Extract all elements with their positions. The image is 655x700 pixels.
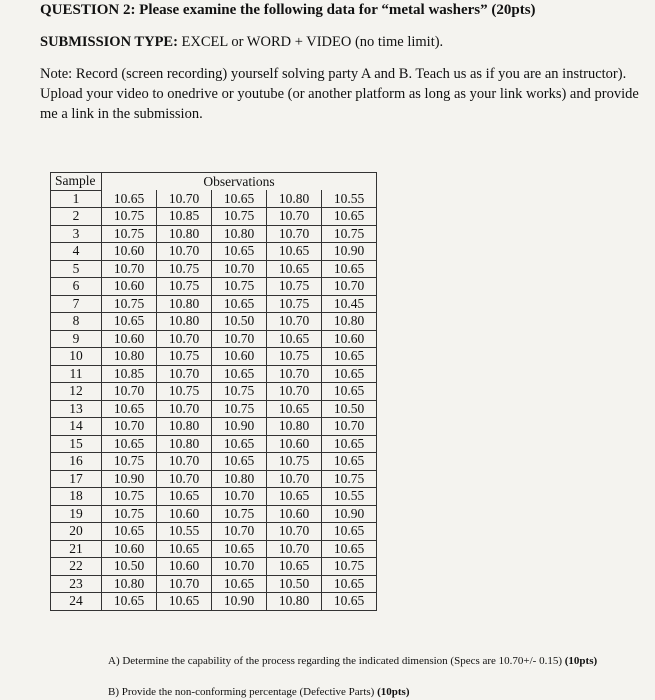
observation-cell: 10.80: [157, 295, 212, 313]
sample-number-cell: 18: [51, 488, 102, 506]
observation-cell: 10.65: [322, 593, 377, 611]
observation-cell: 10.65: [212, 190, 267, 208]
table-row: [51, 418, 377, 436]
observation-cell: 10.50: [102, 558, 157, 576]
table-row: [51, 435, 377, 453]
observation-cell: 10.75: [322, 225, 377, 243]
observation-cell: 10.65: [102, 435, 157, 453]
observation-cell: 10.65: [212, 243, 267, 261]
observation-cell: 10.65: [102, 400, 157, 418]
table-row: [51, 225, 377, 243]
observation-cell: 10.65: [157, 593, 212, 611]
sample-number-cell: 6: [51, 278, 102, 296]
observation-cell: 10.75: [212, 208, 267, 226]
table-row: [51, 540, 377, 558]
observation-cell: 10.70: [157, 470, 212, 488]
sample-number-cell: 21: [51, 540, 102, 558]
observation-cell: 10.65: [212, 540, 267, 558]
sample-number-cell: 15: [51, 435, 102, 453]
observation-cell: 10.70: [212, 488, 267, 506]
sample-number-cell: 4: [51, 243, 102, 261]
sample-number-cell: 22: [51, 558, 102, 576]
observation-cell: 10.65: [102, 190, 157, 208]
observation-cell: 10.75: [267, 453, 322, 471]
sample-number-cell: 19: [51, 505, 102, 523]
observation-cell: 10.70: [267, 208, 322, 226]
observation-cell: 10.75: [267, 295, 322, 313]
sample-number-cell: 3: [51, 225, 102, 243]
observation-cell: 10.80: [212, 470, 267, 488]
observation-cell: 10.60: [102, 278, 157, 296]
observation-cell: 10.90: [322, 243, 377, 261]
observation-cell: 10.65: [212, 365, 267, 383]
observation-cell: 10.65: [212, 575, 267, 593]
observation-cell: 10.80: [157, 418, 212, 436]
observation-cell: 10.60: [157, 505, 212, 523]
table-row: [51, 593, 377, 611]
sample-number-cell: 13: [51, 400, 102, 418]
submission-type: [40, 34, 443, 51]
sample-number-cell: 20: [51, 523, 102, 541]
observation-cell: 10.80: [267, 190, 322, 208]
observation-cell: 10.80: [212, 225, 267, 243]
sample-number-cell: 9: [51, 330, 102, 348]
observation-cell: 10.75: [157, 278, 212, 296]
sample-number-cell: 5: [51, 260, 102, 278]
observation-cell: 10.45: [322, 295, 377, 313]
table-row: [51, 295, 377, 313]
table-row: [51, 243, 377, 261]
observation-cell: 10.55: [322, 190, 377, 208]
observation-cell: 10.80: [267, 418, 322, 436]
sample-number-cell: 17: [51, 470, 102, 488]
observations-header: Observations: [102, 173, 377, 191]
observation-cell: 10.65: [322, 540, 377, 558]
observation-cell: 10.75: [212, 383, 267, 401]
table-row: [51, 470, 377, 488]
observation-cell: 10.65: [267, 330, 322, 348]
sample-number-cell: 7: [51, 295, 102, 313]
observation-cell: 10.65: [102, 313, 157, 331]
observation-cell: 10.65: [267, 558, 322, 576]
observation-cell: 10.65: [212, 435, 267, 453]
table-row: [51, 558, 377, 576]
observation-cell: 10.60: [322, 330, 377, 348]
observation-cell: 10.75: [102, 225, 157, 243]
observation-cell: 10.50: [322, 400, 377, 418]
observation-cell: 10.70: [322, 418, 377, 436]
sample-number-cell: 14: [51, 418, 102, 436]
note-paragraph: [40, 64, 640, 124]
observation-cell: 10.70: [267, 540, 322, 558]
observation-cell: 10.70: [267, 225, 322, 243]
observation-cell: 10.70: [157, 575, 212, 593]
table-row: [51, 488, 377, 506]
observation-cell: 10.65: [267, 260, 322, 278]
observation-cell: 10.70: [157, 453, 212, 471]
submission-value: EXCEL or WORD + VIDEO (no time limit).: [181, 34, 444, 50]
observation-cell: 10.70: [157, 190, 212, 208]
question-a-text: A) Determine the capability of the process regarding the indicated dimension (Specs are 10.70+/- 0.15): [108, 655, 563, 667]
observation-cell: 10.75: [267, 348, 322, 366]
observation-cell: 10.60: [267, 505, 322, 523]
observation-cell: 10.70: [212, 260, 267, 278]
observation-cell: 10.80: [267, 593, 322, 611]
table-row: [51, 278, 377, 296]
observation-cell: 10.90: [212, 593, 267, 611]
table-row: [51, 400, 377, 418]
submission-label: SUBMISSION TYPE:: [40, 34, 178, 50]
sample-number-cell: 8: [51, 313, 102, 331]
observation-cell: 10.50: [212, 313, 267, 331]
observation-cell: 10.65: [322, 523, 377, 541]
observation-cell: 10.90: [102, 470, 157, 488]
observation-cell: 10.80: [157, 313, 212, 331]
observation-cell: 10.70: [157, 400, 212, 418]
table-row: [51, 348, 377, 366]
question-b-text: B) Provide the non-conforming percentage (Defective Parts): [108, 686, 375, 698]
table-row: [51, 523, 377, 541]
observation-cell: 10.65: [267, 243, 322, 261]
note-text: Record (screen recording) yourself solving party A and B. Teach us as if you are an instructor). Upload your video to onedrive or youtube (or another platform as long as your link works) and provide me a link in the submission.: [40, 66, 639, 122]
observation-cell: 10.75: [102, 505, 157, 523]
observation-cell: 10.65: [322, 453, 377, 471]
observation-cell: 10.65: [322, 575, 377, 593]
table-row: [51, 453, 377, 471]
observation-cell: 10.70: [102, 418, 157, 436]
observation-cell: 10.55: [157, 523, 212, 541]
sample-number-cell: 10: [51, 348, 102, 366]
observation-cell: 10.65: [102, 523, 157, 541]
observation-cell: 10.65: [322, 383, 377, 401]
sample-number-cell: 1: [51, 190, 102, 208]
observation-cell: 10.65: [322, 348, 377, 366]
observation-cell: 10.60: [267, 435, 322, 453]
table-row: [51, 190, 377, 208]
observation-cell: 10.65: [102, 593, 157, 611]
observation-cell: 10.85: [102, 365, 157, 383]
observation-cell: 10.70: [267, 383, 322, 401]
table-row: [51, 313, 377, 331]
observation-cell: 10.75: [157, 383, 212, 401]
observation-cell: 10.75: [102, 208, 157, 226]
observation-cell: 10.75: [102, 295, 157, 313]
observation-cell: 10.70: [267, 313, 322, 331]
question-a: [108, 654, 618, 668]
observation-cell: 10.75: [212, 278, 267, 296]
observation-cell: 10.70: [212, 330, 267, 348]
observation-cell: 10.70: [267, 365, 322, 383]
observation-cell: 10.65: [267, 400, 322, 418]
sample-number-cell: 12: [51, 383, 102, 401]
table-row: [51, 260, 377, 278]
observation-cell: 10.65: [322, 365, 377, 383]
observation-cell: 10.65: [267, 488, 322, 506]
observation-cell: 10.70: [157, 365, 212, 383]
observation-cell: 10.80: [157, 225, 212, 243]
table-row: [51, 383, 377, 401]
observation-cell: 10.75: [267, 278, 322, 296]
question-b-points: (10pts): [377, 686, 410, 698]
observation-cell: 10.65: [157, 488, 212, 506]
observation-cell: 10.80: [102, 575, 157, 593]
observation-cell: 10.65: [212, 295, 267, 313]
observation-cell: 10.55: [322, 488, 377, 506]
question-a-points: (10pts): [564, 655, 598, 667]
observation-cell: 10.85: [157, 208, 212, 226]
note-label: Note:: [40, 66, 73, 82]
observation-cell: 10.60: [102, 540, 157, 558]
question-title: QUESTION 2: Please examine the following data for “metal washers” (20pts): [40, 2, 536, 18]
sample-number-cell: 11: [51, 365, 102, 383]
sample-number-cell: 23: [51, 575, 102, 593]
observation-cell: 10.60: [102, 330, 157, 348]
observation-cell: 10.65: [157, 540, 212, 558]
observation-cell: 10.70: [212, 523, 267, 541]
observation-cell: 10.75: [102, 453, 157, 471]
observation-cell: 10.70: [157, 330, 212, 348]
observation-cell: 10.80: [322, 313, 377, 331]
observation-cell: 10.75: [212, 400, 267, 418]
observation-cell: 10.70: [102, 260, 157, 278]
table-row: [51, 575, 377, 593]
observation-cell: 10.70: [267, 470, 322, 488]
observation-cell: 10.50: [267, 575, 322, 593]
observation-cell: 10.80: [157, 435, 212, 453]
table-row: [51, 208, 377, 226]
observation-cell: 10.80: [102, 348, 157, 366]
observation-cell: 10.70: [267, 523, 322, 541]
table-header-row: [51, 173, 377, 191]
sample-number-cell: 16: [51, 453, 102, 471]
sample-number-cell: 2: [51, 208, 102, 226]
observation-cell: 10.75: [322, 470, 377, 488]
observation-cell: 10.90: [322, 505, 377, 523]
observation-cell: 10.90: [212, 418, 267, 436]
observation-cell: 10.65: [322, 208, 377, 226]
observation-cell: 10.60: [157, 558, 212, 576]
table-row: [51, 330, 377, 348]
observation-cell: 10.75: [212, 505, 267, 523]
observation-cell: 10.70: [322, 278, 377, 296]
table-row: [51, 365, 377, 383]
observation-cell: 10.70: [157, 243, 212, 261]
observation-cell: 10.75: [157, 260, 212, 278]
observation-cell: 10.70: [102, 383, 157, 401]
observations-table: [50, 172, 377, 611]
sample-header: Sample: [51, 173, 102, 191]
table-row: [51, 505, 377, 523]
observation-cell: 10.75: [102, 488, 157, 506]
observation-cell: 10.60: [102, 243, 157, 261]
observation-cell: 10.60: [212, 348, 267, 366]
question-b: [108, 686, 410, 698]
observation-cell: 10.75: [322, 558, 377, 576]
observation-cell: 10.65: [322, 435, 377, 453]
observation-cell: 10.75: [157, 348, 212, 366]
observation-cell: 10.65: [212, 453, 267, 471]
sample-number-cell: 24: [51, 593, 102, 611]
observation-cell: 10.70: [212, 558, 267, 576]
observation-cell: 10.65: [322, 260, 377, 278]
table-body: [51, 190, 377, 610]
